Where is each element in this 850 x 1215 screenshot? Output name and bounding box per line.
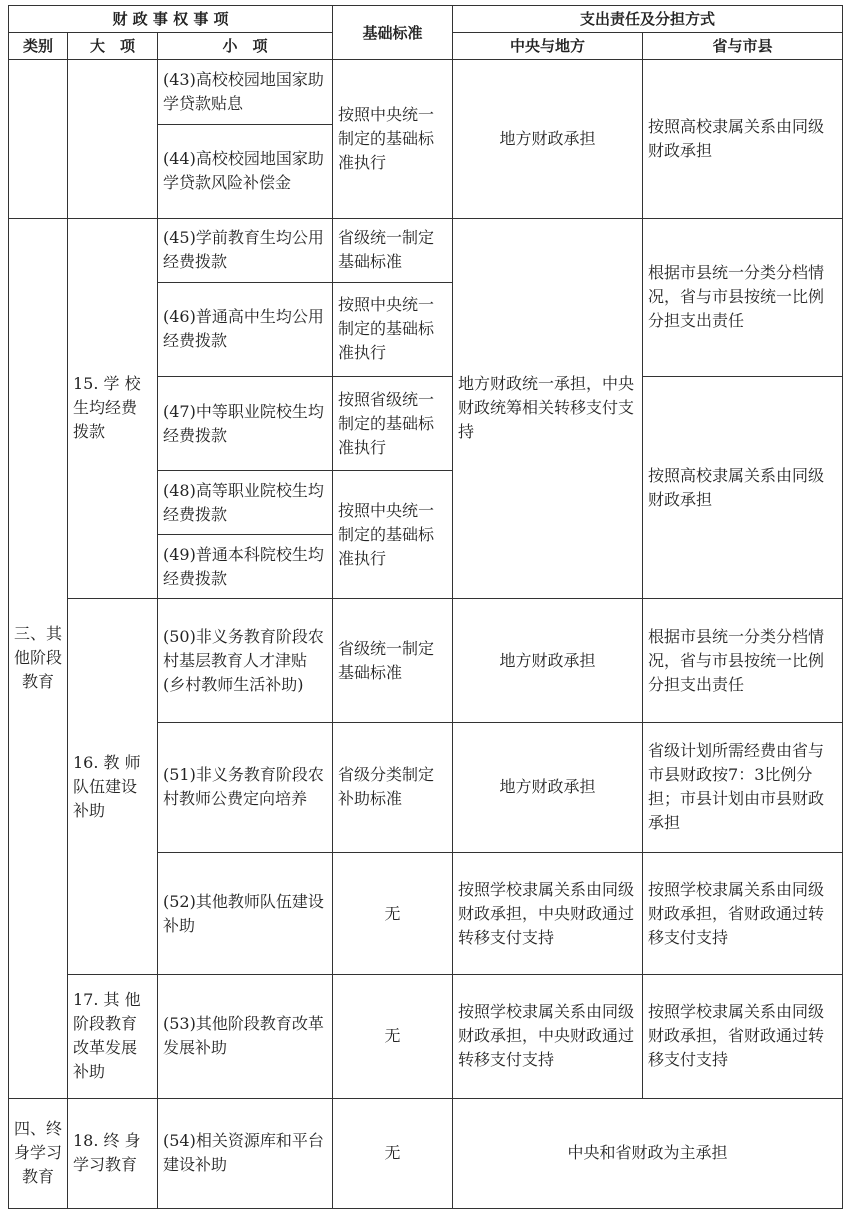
basic-standard-52: 无: [333, 853, 453, 975]
fiscal-responsibility-table: [8, 5, 843, 1209]
minor-item-49: (49)普通本科院校生均经费拨款: [158, 535, 333, 599]
basic-standard-51: 省级分类制定补助标准: [333, 722, 453, 852]
basic-standard-50: 省级统一制定基础标准: [333, 599, 453, 722]
minor-item-51: (51)非义务教育阶段农村教师公费定向培养: [158, 722, 333, 852]
central-local-52: 按照学校隶属关系由同级财政承担，中央财政通过转移支付支持: [453, 853, 643, 975]
province-city-47-49: 按照高校隶属关系由同级财政承担: [643, 376, 843, 599]
major-item-15: 15. 学 校生均经费拨款: [68, 218, 158, 599]
minor-item-53: (53)其他阶段教育改革发展补助: [158, 975, 333, 1098]
header-expense-responsibility: 支出责任及分担方式: [453, 6, 843, 33]
central-local-50: 地方财政承担: [453, 599, 643, 722]
basic-standard-43-44: 按照中央统一制定的基础标准执行: [333, 60, 453, 218]
header-basic-standard: 基础标准: [333, 6, 453, 60]
minor-item-52: (52)其他教师队伍建设补助: [158, 853, 333, 975]
category-cell-empty: [9, 60, 68, 218]
header-category: 类别: [9, 33, 68, 60]
central-local-53: 按照学校隶属关系由同级财政承担，中央财政通过转移支付支持: [453, 975, 643, 1098]
major-item-18: 18. 终 身学习教育: [68, 1098, 158, 1208]
header-fiscal-matters: 财 政 事 权 事 项: [9, 6, 333, 33]
province-city-51: 省级计划所需经费由省与市县财政按7：3比例分担；市县计划由市县财政承担: [643, 722, 843, 852]
minor-item-50: (50)非义务教育阶段农村基层教育人才津贴(乡村教师生活补助): [158, 599, 333, 722]
minor-item-46: (46)普通高中生均公用经费拨款: [158, 282, 333, 376]
minor-item-47: (47)中等职业院校生均经费拨款: [158, 376, 333, 470]
header-minor-item: 小 项: [158, 33, 333, 60]
minor-item-48: (48)高等职业院校生均经费拨款: [158, 471, 333, 535]
basic-standard-54: 无: [333, 1098, 453, 1208]
minor-item-45: (45)学前教育生均公用经费拨款: [158, 218, 333, 282]
minor-item-54: (54)相关资源库和平台建设补助: [158, 1098, 333, 1208]
minor-item-44: (44)高校校园地国家助学贷款风险补偿金: [158, 125, 333, 218]
major-item-17: 17. 其 他阶段教育改革发展补助: [68, 975, 158, 1098]
basic-standard-48-49: 按照中央统一制定的基础标准执行: [333, 471, 453, 599]
header-province-city: 省与市县: [643, 33, 843, 60]
major-item-16: 16. 教 师队伍建设补助: [68, 599, 158, 975]
province-city-53: 按照学校隶属关系由同级财政承担，省财政通过转移支付支持: [643, 975, 843, 1098]
central-local-45-49: 地方财政统一承担，中央财政统筹相关转移支付支持: [453, 218, 643, 599]
expense-responsibility-54: 中央和省财政为主承担: [453, 1098, 843, 1208]
basic-standard-45: 省级统一制定基础标准: [333, 218, 453, 282]
category-lifelong-learning: 四、终身学习教育: [9, 1098, 68, 1208]
basic-standard-47: 按照省级统一制定的基础标准执行: [333, 376, 453, 470]
header-major-item: 大 项: [68, 33, 158, 60]
province-city-52: 按照学校隶属关系由同级财政承担，省财政通过转移支付支持: [643, 853, 843, 975]
province-city-43-44: 按照高校隶属关系由同级财政承担: [643, 60, 843, 218]
minor-item-43: (43)高校校园地国家助学贷款贴息: [158, 60, 333, 125]
province-city-45-46: 根据市县统一分类分档情况，省与市县按统一比例分担支出责任: [643, 218, 843, 376]
major-cell-empty: [68, 60, 158, 218]
basic-standard-53: 无: [333, 975, 453, 1098]
central-local-51: 地方财政承担: [453, 722, 643, 852]
central-local-43-44: 地方财政承担: [453, 60, 643, 218]
province-city-50: 根据市县统一分类分档情况，省与市县按统一比例分担支出责任: [643, 599, 843, 722]
basic-standard-46: 按照中央统一制定的基础标准执行: [333, 282, 453, 376]
header-central-local: 中央与地方: [453, 33, 643, 60]
category-other-stage-education: 三、其他阶段教育: [9, 218, 68, 1098]
